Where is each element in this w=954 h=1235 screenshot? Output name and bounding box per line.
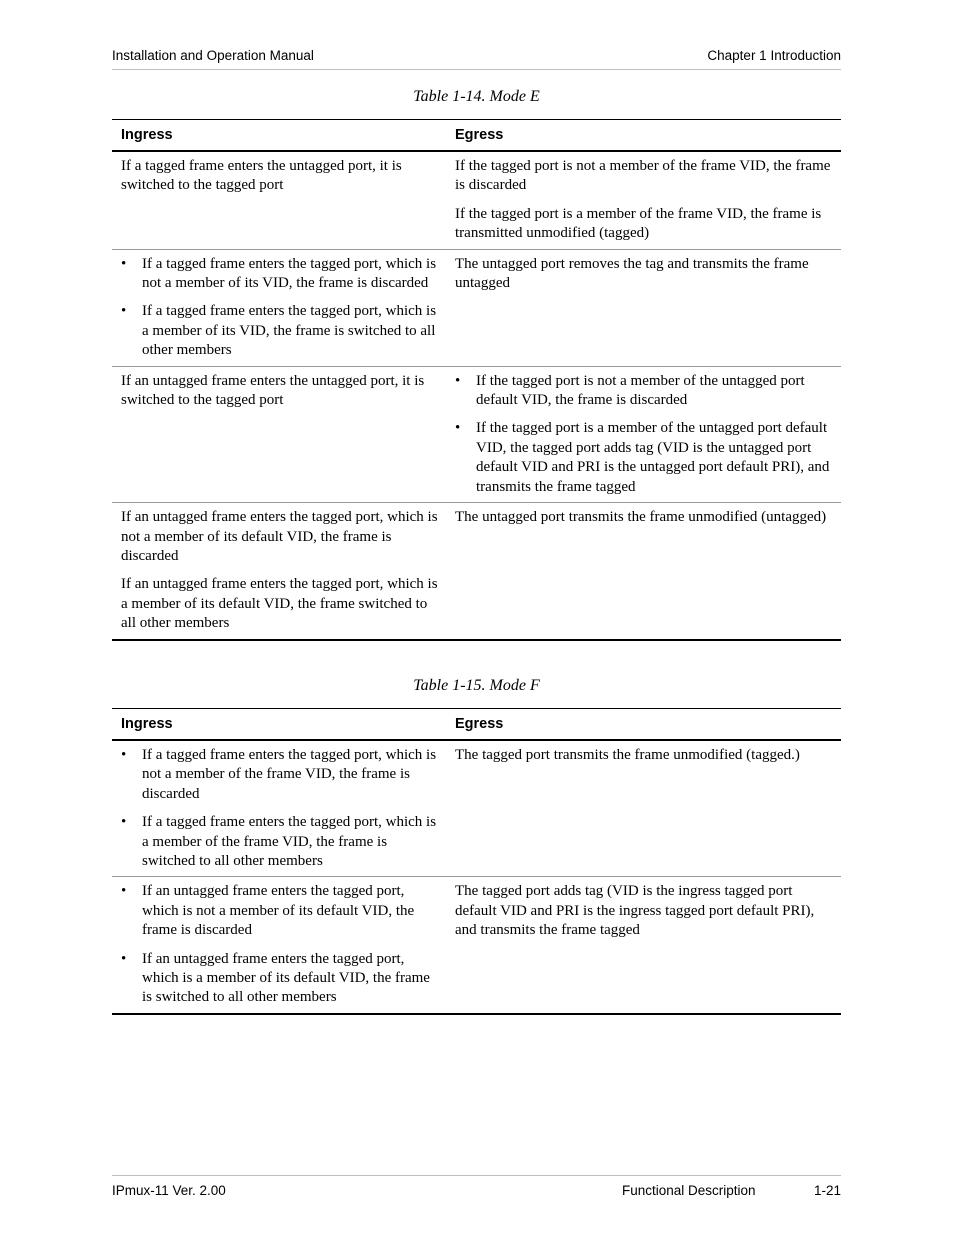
table-header-row	[112, 120, 841, 152]
list-item: • If an untagged frame enters the tagged port, which is a member of its default VID, the frame is switched to all other members	[121, 950, 442, 1008]
chapter-title: Chapter 1 Introduction	[707, 48, 841, 63]
ingress-cell	[112, 740, 446, 877]
table-1-15-caption: Table 1-15. Mode F	[413, 677, 540, 694]
bullet-list	[121, 882, 442, 1007]
table-header-row	[112, 709, 841, 741]
egress-cell	[446, 151, 841, 249]
page-number: 1-21	[813, 1183, 841, 1198]
list-item: • If a tagged frame enters the tagged port, which is not a member of the frame VID, the frame is discarded	[121, 746, 442, 804]
list-item: • If an untagged frame enters the tagged port, which is not a member of its default VID, the frame is discarded	[121, 882, 442, 940]
table-row	[112, 366, 841, 502]
ingress-cell	[112, 503, 446, 640]
list-item: • If a tagged frame enters the tagged port, which is a member of its VID, the frame is switched to all other members	[121, 302, 442, 360]
bullet-list	[121, 746, 442, 871]
ingress-cell	[112, 249, 446, 366]
list-item: • If the tagged port is a member of the untagged port default VID, the tagged port adds tag (VID is the untagged port default VID and PRI is the untagged port default PRI), and transmits the frame tagged	[455, 419, 837, 497]
egress-column-header: Egress	[446, 709, 841, 741]
bullet-list	[121, 255, 442, 361]
cell-text: The untagged port transmits the frame unmodified (untagged)	[455, 509, 827, 526]
egress-cell	[446, 503, 841, 640]
list-item: • If the tagged port is not a member of the untagged port default VID, the frame is discarded	[455, 372, 837, 411]
cell-text: The tagged port adds tag (VID is the ingress tagged port default VID and PRI is the ingress tagged port default PRI), and transmits the frame tagged	[455, 883, 815, 939]
page-header	[112, 48, 841, 70]
cell-text: If an untagged frame enters the tagged port, which is not a member of its default VID, the frame is discarded	[121, 509, 438, 564]
table-row	[112, 151, 841, 249]
ingress-column-header: Ingress	[112, 709, 446, 741]
cell-text: The untagged port removes the tag and transmits the frame untagged	[455, 255, 809, 292]
egress-column-header: Egress	[446, 120, 841, 152]
cell-text: If an untagged frame enters the untagged port, it is switched to the tagged port	[121, 372, 425, 409]
table-row	[112, 503, 841, 640]
egress-cell	[446, 877, 841, 1014]
table-row	[112, 740, 841, 877]
egress-cell	[446, 366, 841, 502]
page-footer	[112, 1175, 841, 1206]
list-item: • If a tagged frame enters the tagged port, which is a member of the frame VID, the frame is switched to all other members	[121, 813, 442, 871]
table-1-14-caption: Table 1-14. Mode E	[413, 88, 540, 105]
mode-e-table	[112, 119, 841, 641]
mode-f-table	[112, 708, 841, 1015]
cell-text: If the tagged port is not a member of the frame VID, the frame is discarded	[455, 158, 831, 194]
bullet-list	[455, 372, 837, 497]
ingress-cell	[112, 877, 446, 1014]
product-version: IPmux-11 Ver. 2.00	[112, 1183, 226, 1198]
list-item: • If a tagged frame enters the tagged port, which is not a member of its VID, the frame is discarded	[121, 255, 442, 294]
cell-text: The tagged port transmits the frame unmodified (tagged.)	[455, 747, 800, 763]
ingress-cell	[112, 151, 446, 249]
cell-text: If a tagged frame enters the untagged port, it is switched to the tagged port	[121, 158, 402, 194]
egress-cell	[446, 740, 841, 877]
ingress-column-header: Ingress	[112, 120, 446, 152]
section-title: Functional Description	[622, 1183, 756, 1198]
manual-title: Installation and Operation Manual	[112, 48, 314, 63]
cell-text: If an untagged frame enters the tagged port, which is a member of its default VID, the frame switched to all other members	[121, 576, 438, 632]
egress-cell	[446, 249, 841, 366]
table-row	[112, 877, 841, 1014]
ingress-cell	[112, 366, 446, 502]
table-row	[112, 249, 841, 366]
cell-text: If the tagged port is a member of the frame VID, the frame is transmitted unmodified (tagged)	[455, 205, 822, 242]
